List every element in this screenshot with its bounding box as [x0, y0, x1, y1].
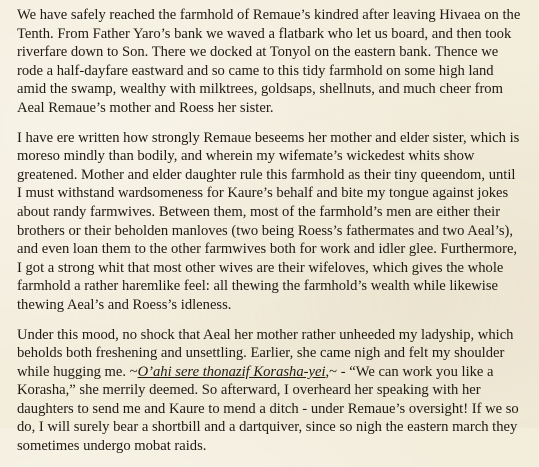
phrase-link[interactable]: O’ahi sere thonazif Korasha-yei [137, 363, 326, 380]
journal-text [17, 6, 522, 467]
paragraph-3 [17, 326, 522, 456]
paragraph-3-after: ,~ - “We can work you like a Korasha,” she merrily deemed. So afterward, I overheard her speaking with her daughters to send me and Kaure to mend a ditch - under Remaue’s oversight! If we so do, I will surely bear a shortbill and a dartquiver, since so nigh the eastern march they sometimes undergo mobat raids. [17, 363, 519, 455]
paragraph-1: We have safely reached the farmhold of Remaue’s kindred after leaving Hivaea on the Tenth. From Father Yaro’s bank we waved a flatbark who let us board, and then took riverfare down to Son. There we docked at Tonyol on the eastern bank. Thence we rode a half-dayfare eastward and so came to this tidy farmhold on some high land amid the swamp, wealthy with milktrees, goldsaps, shellnuts, and much cheer from Aeal Remaue’s mother and Roess her sister. [17, 7, 521, 116]
paragraph-3-before: Under this mood, no shock that Aeal her mother rather unheeded my ladyship, which beholds both freshening and unsettling. Earlier, she came nigh and felt my shoulder while hugging me. ~ [17, 326, 514, 380]
paragraph-2: I have ere written how strongly Remaue beseems her mother and elder sister, which is moreso mindly than bodily, and wherein my wifemate’s wickedest whits show greatened. Mother and elder daughter rule this farmhold as their tiny queendom, until I must withstand wardsomeness for Kaure’s behalf and bite my tongue against jokes about randy farmwives. Between them, most of the farmhold’s men are either their brothers or their beholden manloves (two being Roess’s fathermates and two Aeal’s), and even loan them to the other farmwives both for work and idler glee. Furthermore, I got a strong whit that most other wives are their wifeloves, which gives the whole farmhold a rather haremlike feel: all thewing the farmhold’s wealth while likewise thewing Aeal’s and Roess’s idleness. [17, 129, 520, 313]
